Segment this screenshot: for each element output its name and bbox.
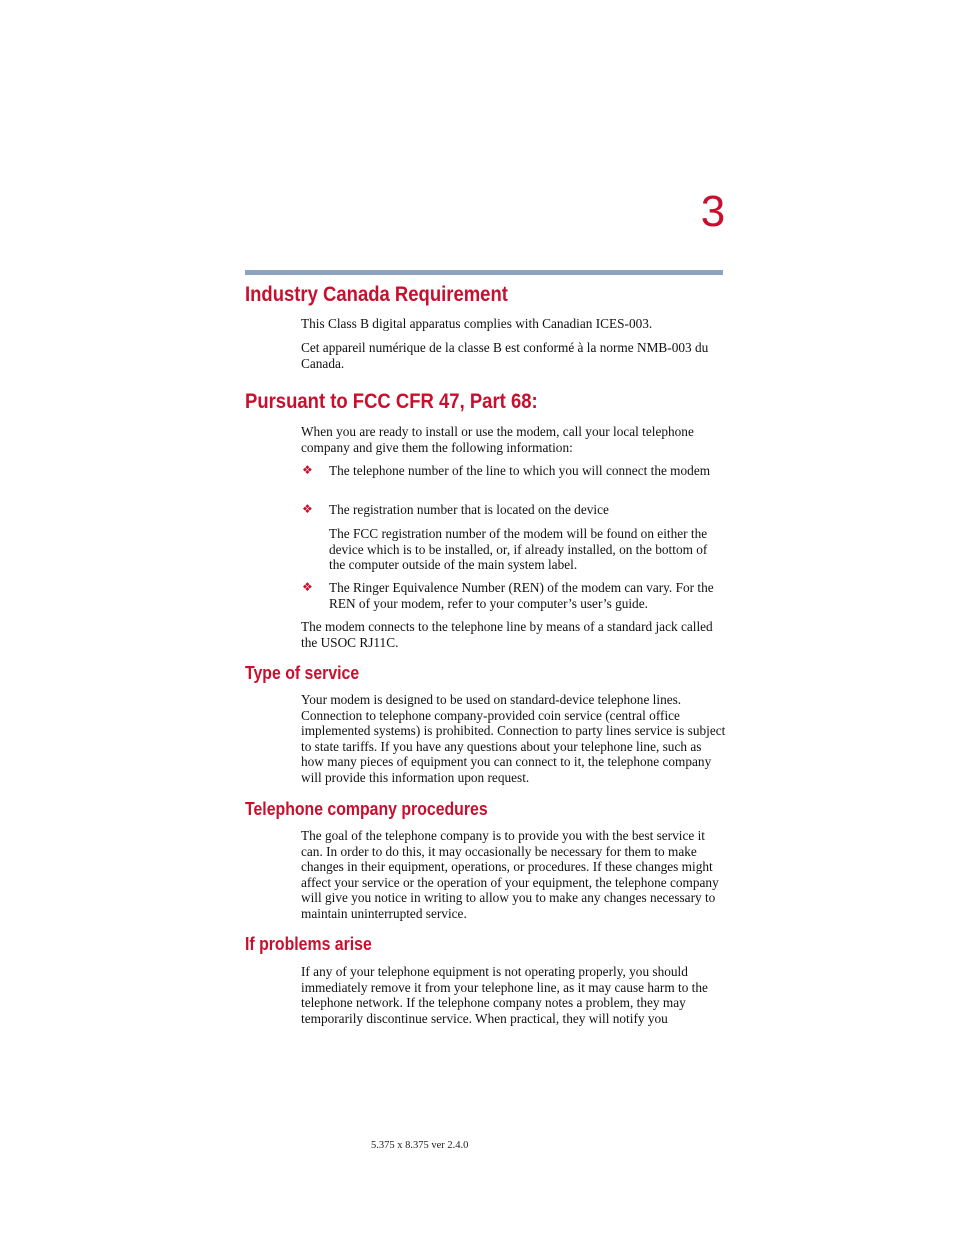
fcc-intro-paragraph: When you are ready to install or use the modem, call your local telephone company and give them the following information: [301, 424, 694, 455]
industry-canada-paragraph-2: Cet appareil numérique de la classe B est conformé à la norme NMB-003 du Canada. [301, 340, 709, 371]
fcc-bullet-2-note: The FCC registration number of the modem will be found on either the device which is to be installed, or, if already installed, on the bottom of the computer outside of the main system label. [329, 526, 708, 573]
heading-fcc-part-68: Pursuant to FCC CFR 47, Part 68: [245, 390, 538, 413]
section-divider-rule [245, 270, 723, 275]
fcc-bullet-3: The Ringer Equivalence Number (REN) of the modem can vary. For the REN of your modem, refer to your computer’s user’s guide. [329, 580, 714, 611]
diamond-bullet-icon: ❖ [302, 580, 313, 594]
diamond-bullet-icon: ❖ [302, 463, 313, 477]
problems-paragraph: If any of your telephone equipment is not operating properly, you should immediately remove it from your telephone line, as it may cause harm to the telephone network. If the telephone company notes a problem, they may temporarily discontinue service. When practical, they will notify you [301, 964, 708, 1026]
type-of-service-paragraph: Your modem is designed to be used on standard-device telephone lines. Connection to telephone company-provided coin service (central office implemented systems) is prohibited. Connection to party lines service is subject to state tariffs. If you have any questions about your telephone line, such as how many pieces of equipment you can connect to it, the telephone company will provide this information upon request. [301, 692, 726, 785]
heading-telephone-procedures: Telephone company procedures [245, 799, 488, 819]
fcc-outro-paragraph: The modem connects to the telephone line by means of a standard jack called the USOC RJ11C. [301, 619, 713, 650]
chapter-number: 3 [700, 187, 726, 236]
heading-type-of-service: Type of service [245, 663, 360, 683]
heading-industry-canada: Industry Canada Requirement [245, 283, 508, 306]
telephone-procedures-paragraph: The goal of the telephone company is to provide you with the best service it can. In order to do this, it may occasionally be necessary for them to make changes in their equipment, operations, or procedures. If these changes might affect your service or the operation of your equipment, the telephone company will give you notice in writing to allow you to make any changes necessary to maintain uninterrupted service. [301, 828, 719, 921]
page-footer: 5.375 x 8.375 ver 2.4.0 [371, 1140, 469, 1151]
fcc-bullet-2: The registration number that is located on the device [329, 502, 609, 517]
diamond-bullet-icon: ❖ [302, 502, 313, 516]
fcc-bullet-1: The telephone number of the line to which you will connect the modem [329, 463, 711, 478]
heading-if-problems-arise: If problems arise [245, 934, 372, 954]
industry-canada-paragraph-1: This Class B digital apparatus complies with Canadian ICES-003. [301, 316, 653, 331]
